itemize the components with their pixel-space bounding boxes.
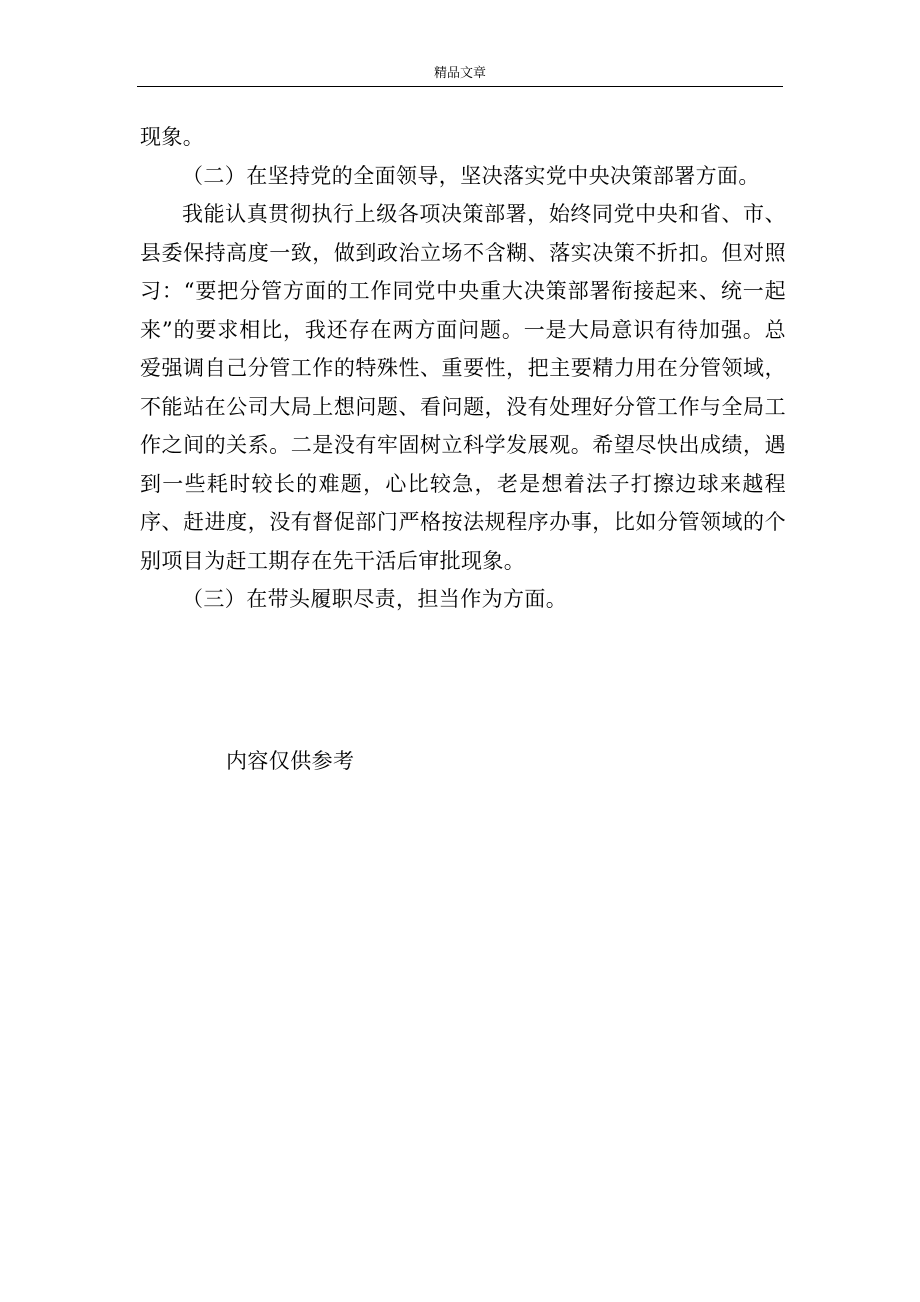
header-title: 精品文章 xyxy=(433,66,486,81)
paragraph-continuation: 现象。 xyxy=(140,125,205,149)
paragraph-body: 我能认真贯彻执行上级各项决策部署，始终同党中央和省、市、县委保持高度一致，做到政治立场不含糊、落实决策不折扣。但对照习：“要把分管方面的工作同党中央重大决策部署衔接起来、统一起来”的要求相比，我还存在两方面问题。一是大局意识有待加强。总爱强调自己分管工作的特殊性、重要性，把主要精力用在分管领域，不能站在公司大局上想问题、看问题，没有处理好分管工作与全局工作之间的关系。二是没有牢固树立科学发展观。希望尽快出成绩，遇到一些耗时较长的难题，心比较急，老是想着法子打擦边球来越程序、赶进度，没有督促部门严格按法规程序办事，比如分管领域的个别项目为赶工期存在先干活后审批现象。 xyxy=(140,202,786,573)
footer-note: 内容仅供参考 xyxy=(226,749,355,773)
document-body xyxy=(140,118,786,619)
section-heading-3: （三）在带头履职尽责，担当作为方面。 xyxy=(182,587,568,611)
page-header xyxy=(137,62,783,87)
section-heading-2: （二）在坚持党的全面领导，坚决落实党中央决策部署方面。 xyxy=(182,163,760,188)
